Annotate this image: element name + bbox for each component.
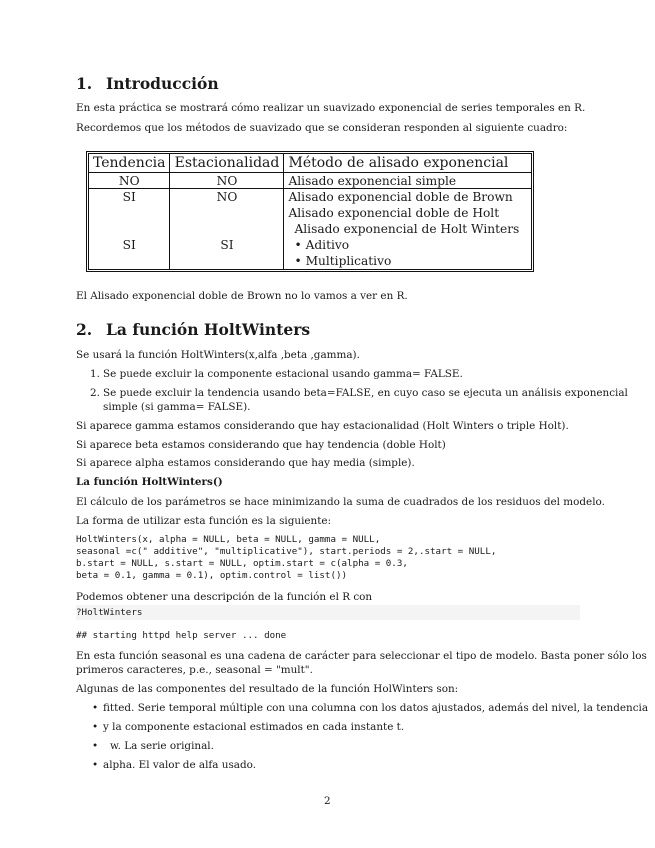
table-row: [89, 221, 532, 270]
gamma-paragraph: Si aparece gamma estamos considerando que hay estacionalidad (Holt Winters o triple Holt).: [76, 420, 569, 432]
bullet-icon: •: [294, 237, 306, 252]
cell-metodo: Alisado exponencial doble de Holt: [284, 205, 532, 221]
components-paragraph: Algunas de las componentes del resultado de la función HolWinters son:: [76, 683, 459, 695]
bullet-icon: •: [92, 702, 99, 714]
aditivo-label: Aditivo: [305, 237, 350, 252]
multiplicativo-item: [288, 253, 527, 269]
methods-table: [88, 153, 532, 270]
section-1-heading: [76, 74, 219, 93]
desc-paragraph: Podemos obtener una descripción de la función el R con: [76, 591, 373, 603]
bullet-fitted: fitted. Serie temporal múltiple con una columna con los datos ajustados, además del nivel, la tendencia: [103, 702, 649, 714]
bullet-componente: y la componente estacional estimados en cada instante t.: [103, 721, 405, 733]
code-line: b.start = NULL, s.start = NULL, optim.start = c(alpha = 0.3,: [76, 558, 408, 569]
list-number: 2.: [90, 387, 100, 399]
section-2-number: 2.: [76, 320, 93, 339]
aditivo-item: [288, 237, 527, 253]
section-1-title: Introducción: [106, 74, 219, 93]
header-estacionalidad: Estacionalidad: [170, 154, 284, 173]
code-block: [76, 534, 496, 582]
help-code: ?HoltWinters: [76, 607, 143, 618]
cell-tendencia: SI: [89, 189, 170, 205]
section-2-title: La función HoltWinters: [106, 320, 311, 339]
calc-paragraph: El cálculo de los parámetros se hace minimizando la suma de cuadrados de los residuos del modelo.: [76, 496, 605, 508]
section-1-number: 1.: [76, 74, 93, 93]
beta-paragraph: Si aparece beta estamos considerando que hay tendencia (doble Holt): [76, 439, 446, 451]
code-line: seasonal =c(" additive", "multiplicative"), start.periods = 2,.start = NULL,: [76, 546, 497, 557]
bullet-icon: •: [92, 721, 99, 733]
holt-winters-label: Alisado exponencial de Holt Winters: [294, 221, 520, 236]
bullet-alpha: alpha. El valor de alfa usado.: [103, 759, 256, 771]
cell-metodo: Alisado exponencial simple: [284, 173, 532, 189]
table-header-row: [89, 154, 532, 173]
cell-empty: [170, 205, 284, 221]
cell-metodo: Alisado exponencial doble de Brown: [284, 189, 532, 205]
holtwinters-intro: Se usará la función HoltWinters(x,alfa ,beta ,gamma).: [76, 349, 360, 361]
list-item-2-line-1: Se puede excluir la tendencia usando beta=FALSE, en cuyo caso se ejecuta un análisis exponencial: [103, 387, 628, 399]
header-tendencia: Tendencia: [89, 154, 170, 173]
bullet-icon: •: [294, 253, 306, 268]
table-row: [89, 173, 532, 189]
page-number: 2: [324, 795, 331, 807]
brown-note: El Alisado exponencial doble de Brown no lo vamos a ver en R.: [76, 290, 408, 302]
cell-estacionalidad: NO: [170, 173, 284, 189]
seasonal-line-1: En esta función seasonal es una cadena de carácter para seleccionar el tipo de modelo. Basta poner sólo los: [76, 650, 647, 662]
code-output: ## starting httpd help server ... done: [76, 630, 287, 641]
cell-tendencia: SI: [89, 221, 170, 270]
bullet-icon: •: [92, 759, 99, 771]
list-item-1: Se puede excluir la componente estacional usando gamma= FALSE.: [103, 368, 463, 380]
table-row: [89, 205, 532, 221]
cell-empty: [89, 205, 170, 221]
list-item-2-line-2: simple (si gamma= FALSE).: [103, 401, 251, 413]
help-code-box: [76, 605, 580, 620]
recordemos-paragraph: Recordemos que los métodos de suavizado que se consideran responden al siguiente cuadro:: [76, 122, 568, 134]
multiplicativo-label: Multiplicativo: [305, 253, 392, 268]
list-number: 1.: [90, 368, 100, 380]
alpha-paragraph: Si aparece alpha estamos considerando que hay media (simple).: [76, 457, 415, 469]
cell-estacionalidad: NO: [170, 189, 284, 205]
header-metodo: Método de alisado exponencial: [284, 154, 532, 173]
subheading: La función HoltWinters(): [76, 476, 223, 488]
cell-tendencia: NO: [89, 173, 170, 189]
forma-paragraph: La forma de utilizar esta función es la siguiente:: [76, 515, 332, 527]
bullet-icon: •: [92, 740, 99, 752]
cell-estacionalidad: SI: [170, 221, 284, 270]
code-line: beta = 0.1, gamma = 0.1), optim.control = list()): [76, 570, 348, 581]
intro-paragraph: En esta práctica se mostrará cómo realizar un suavizado exponencial de series temporales en R.: [76, 102, 586, 114]
seasonal-line-2: primeros caracteres, p.e., seasonal = "mult".: [76, 664, 313, 676]
section-2-heading: [76, 320, 310, 339]
table-row: [89, 189, 532, 205]
cell-metodo-holt-winters: [284, 221, 532, 270]
bullet-w: w. La serie original.: [110, 740, 214, 752]
code-line: HoltWinters(x, alpha = NULL, beta = NULL, gamma = NULL,: [76, 534, 381, 545]
